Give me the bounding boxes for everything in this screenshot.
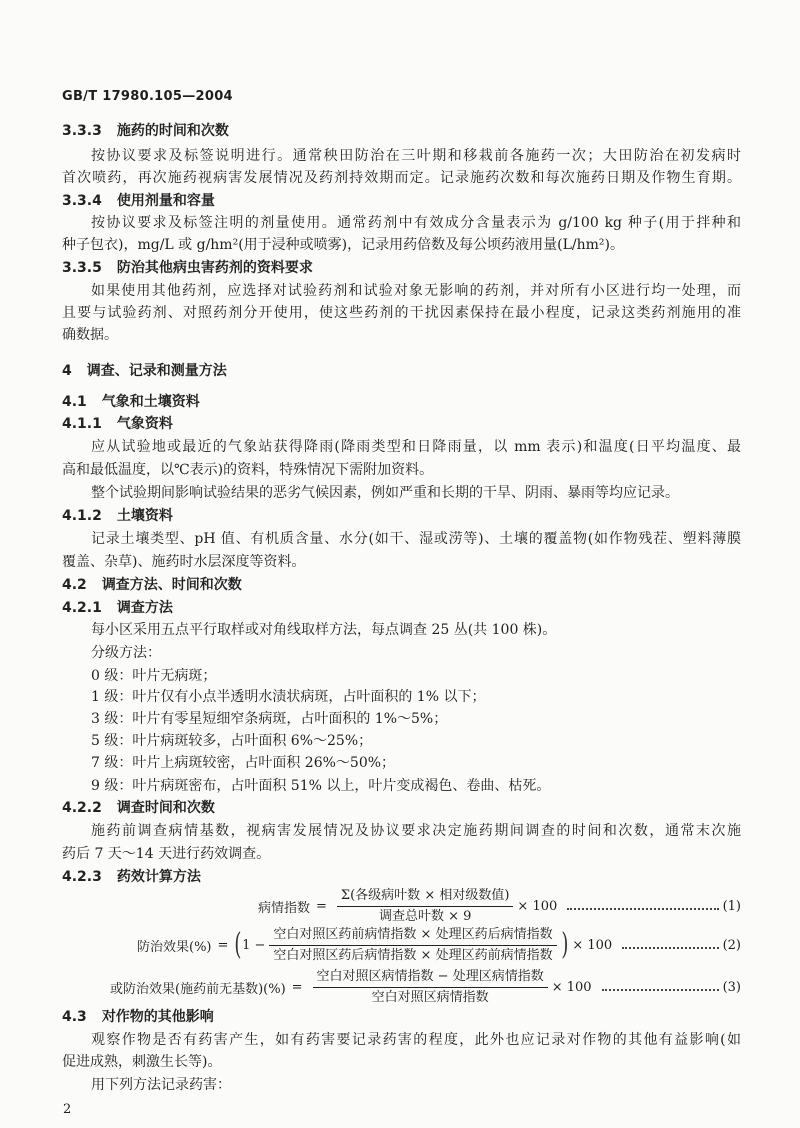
open-bracket: ( — [234, 927, 242, 962]
paragraph-line: 每小区采用五点平行取样或对角线取样方法，每点调查 25 丛(共 100 株)。 — [91, 622, 557, 638]
paragraph-line: 覆盖、杂草)、施药时水层深度等资料。 — [62, 554, 306, 570]
heading-4 — [62, 360, 227, 382]
paragraph-line: 首次喷药，再次施药视病害发展情况及药剂持效期而定。记录施药次数和每次施药日期及作物生育期。 — [62, 170, 741, 186]
clause-title: 药效计算方法 — [116, 869, 201, 885]
clause-title: 调查、记录和测量方法 — [86, 363, 227, 379]
grade-item: 5 级：叶片病斑较多，占叶面积 6%～25%； — [91, 733, 373, 749]
fraction — [269, 926, 556, 965]
clause-title: 调查方法、时间和次数 — [101, 577, 242, 593]
fraction — [337, 887, 514, 926]
formula-number: (2) — [722, 937, 741, 953]
clause-title: 对作物的其他影响 — [101, 1009, 214, 1025]
clause-title: 调查时间和次数 — [116, 800, 215, 816]
paragraph-line: 且要与试验药剂、对照药剂分开使用，使这些药剂的干扰因素保持在最小程度，记录这类药剂施用的准 — [62, 305, 741, 321]
clause-title: 气象资料 — [116, 416, 173, 432]
paragraph-line: 用下列方法记录药害： — [91, 1077, 231, 1093]
clause-number: 3.3.3 — [62, 123, 102, 139]
equals-sign: = — [316, 898, 327, 914]
clause-number: 4.1.2 — [62, 508, 102, 524]
clause-number: 4.2.1 — [62, 600, 102, 616]
close-bracket: ) — [560, 927, 568, 962]
multiplier: × 100 — [551, 979, 592, 995]
clause-number: 4.2.3 — [62, 869, 102, 885]
one-minus: 1 − — [242, 937, 266, 953]
paragraph-line: 按协议要求及标签说明进行。通常秧田防治在三叶期和移栽前各施药一次；大田防治在初发病时 — [91, 148, 741, 164]
formula-number: (1) — [722, 898, 741, 914]
paragraph-line: 种子包衣)，mg/L 或 g/hm²(用于浸种或喷雾)，记录用药倍数及每公顷药液用量(L/hm²)。 — [62, 237, 624, 253]
standard-number: GB/T 17980.105—2004 — [62, 89, 233, 104]
grade-item: 1 级：叶片仅有小点半透明水渍状病斑，占叶面积的 1% 以下； — [91, 689, 486, 705]
dot-leader — [622, 947, 718, 949]
multiplier: × 100 — [517, 898, 558, 914]
paragraph-line: 施药前调查病情基数，视病害发展情况及协议要求决定施药期间调查的时间和次数，通常末次施 — [91, 823, 741, 839]
paragraph-line: 如果使用其他药剂，应选择对试验药剂和试验对象无影响的药剂，并对所有小区进行均一处理，而 — [91, 283, 741, 299]
paragraph-line: 按协议要求及标签注明的剂量使用。通常药剂中有效成分含量表示为 g/100 kg 种子(用于拌种和 — [91, 215, 741, 231]
equals-sign: = — [217, 937, 229, 953]
numerator: Σ(各级病叶数 × 相对级数值) — [340, 887, 510, 903]
clause-number: 4.1 — [62, 394, 87, 410]
heading-4-1-2 — [62, 505, 173, 527]
numerator: 空白对照区药前病情指数 × 处理区药后病情指数 — [273, 926, 553, 942]
clause-title: 使用剂量和容量 — [116, 193, 215, 209]
fraction — [313, 968, 548, 1007]
grade-item: 7 级：叶片上病斑较密，占叶面积 26%～50%； — [91, 755, 396, 771]
clause-number: 4.3 — [62, 1009, 87, 1025]
heading-4-2-3 — [62, 866, 201, 888]
clause-title: 土壤资料 — [116, 508, 173, 524]
clause-number: 3.3.5 — [62, 260, 102, 276]
paragraph-line: 药后 7 天～14 天进行药效调查。 — [62, 846, 271, 862]
grade-item: 0 级：叶片无病斑； — [91, 668, 217, 684]
heading-4-3 — [62, 1006, 214, 1028]
denominator: 空白对照区药后病情指数 × 处理区药前病情指数 — [269, 945, 556, 965]
heading-3-3-4 — [62, 190, 215, 212]
clause-title: 气象和土壤资料 — [101, 394, 200, 410]
paragraph-line: 观察作物是否有药害产生，如有药害要记录药害的程度，此外也应记录对作物的其他有益影响(如 — [91, 1032, 741, 1048]
paragraph-line: 促进成熟，刺激生长等)。 — [62, 1054, 222, 1070]
heading-4-2-1 — [62, 597, 173, 619]
heading-4-2 — [62, 574, 242, 596]
clause-number: 4.1.1 — [62, 416, 102, 432]
formula-control-effect-no-base — [110, 966, 741, 1008]
clause-number: 3.3.4 — [62, 193, 102, 209]
heading-4-1 — [62, 391, 200, 413]
paragraph-line: 记录土壤类型、pH 值、有机质含量、水分(如干、湿或涝等)、土壤的覆盖物(如作物残茬、塑料薄膜 — [91, 531, 741, 547]
formula-label: 防治效果(%) — [137, 939, 212, 955]
formula-label: 病情指数 — [258, 900, 311, 916]
page-number: 2 — [63, 1102, 72, 1117]
dot-leader — [567, 908, 718, 910]
clause-title: 调查方法 — [116, 600, 173, 616]
clause-title: 防治其他病虫害药剂的资料要求 — [116, 260, 313, 276]
numerator: 空白对照区病情指数 − 处理区病情指数 — [316, 968, 544, 984]
paragraph-line: 应从试验地或最近的气象站获得降雨(降雨类型和日降雨量，以 mm 表示)和温度(日平均温度、最 — [91, 439, 741, 455]
paragraph-line: 高和最低温度，以℃表示)的资料，特殊情况下需附加资料。 — [62, 462, 434, 478]
heading-3-3-5 — [62, 257, 313, 279]
formula-number: (3) — [722, 979, 741, 995]
paragraph-line: 分级方法： — [91, 645, 161, 661]
formula-control-effect — [137, 924, 741, 966]
heading-3-3-3 — [62, 120, 229, 142]
denominator: 调查总叶数 × 9 — [337, 906, 514, 926]
heading-4-1-1 — [62, 413, 173, 435]
paragraph-line: 整个试验期间影响试验结果的恶劣气候因素，例如严重和长期的干旱、阴雨、暴雨等均应记录。 — [91, 485, 679, 501]
grade-item: 3 级：叶片有零星短细窄条病斑，占叶面积的 1%～5%； — [91, 711, 448, 727]
clause-number: 4 — [62, 363, 72, 379]
heading-4-2-2 — [62, 797, 215, 819]
paragraph-line: 确数据。 — [62, 327, 118, 343]
formula-disease-index — [258, 885, 741, 927]
clause-title: 施药的时间和次数 — [116, 123, 229, 139]
clause-number: 4.2.2 — [62, 800, 102, 816]
grade-item: 9 级：叶片病斑密布，占叶面积 51% 以上，叶片变成褐色、卷曲、枯死。 — [91, 778, 551, 794]
clause-number: 4.2 — [62, 577, 87, 593]
formula-label: 或防治效果(施药前无基数)(%) — [110, 981, 286, 997]
denominator: 空白对照区病情指数 — [313, 987, 548, 1007]
multiplier: × 100 — [572, 937, 613, 953]
equals-sign: = — [291, 979, 303, 995]
dot-leader — [602, 989, 719, 991]
